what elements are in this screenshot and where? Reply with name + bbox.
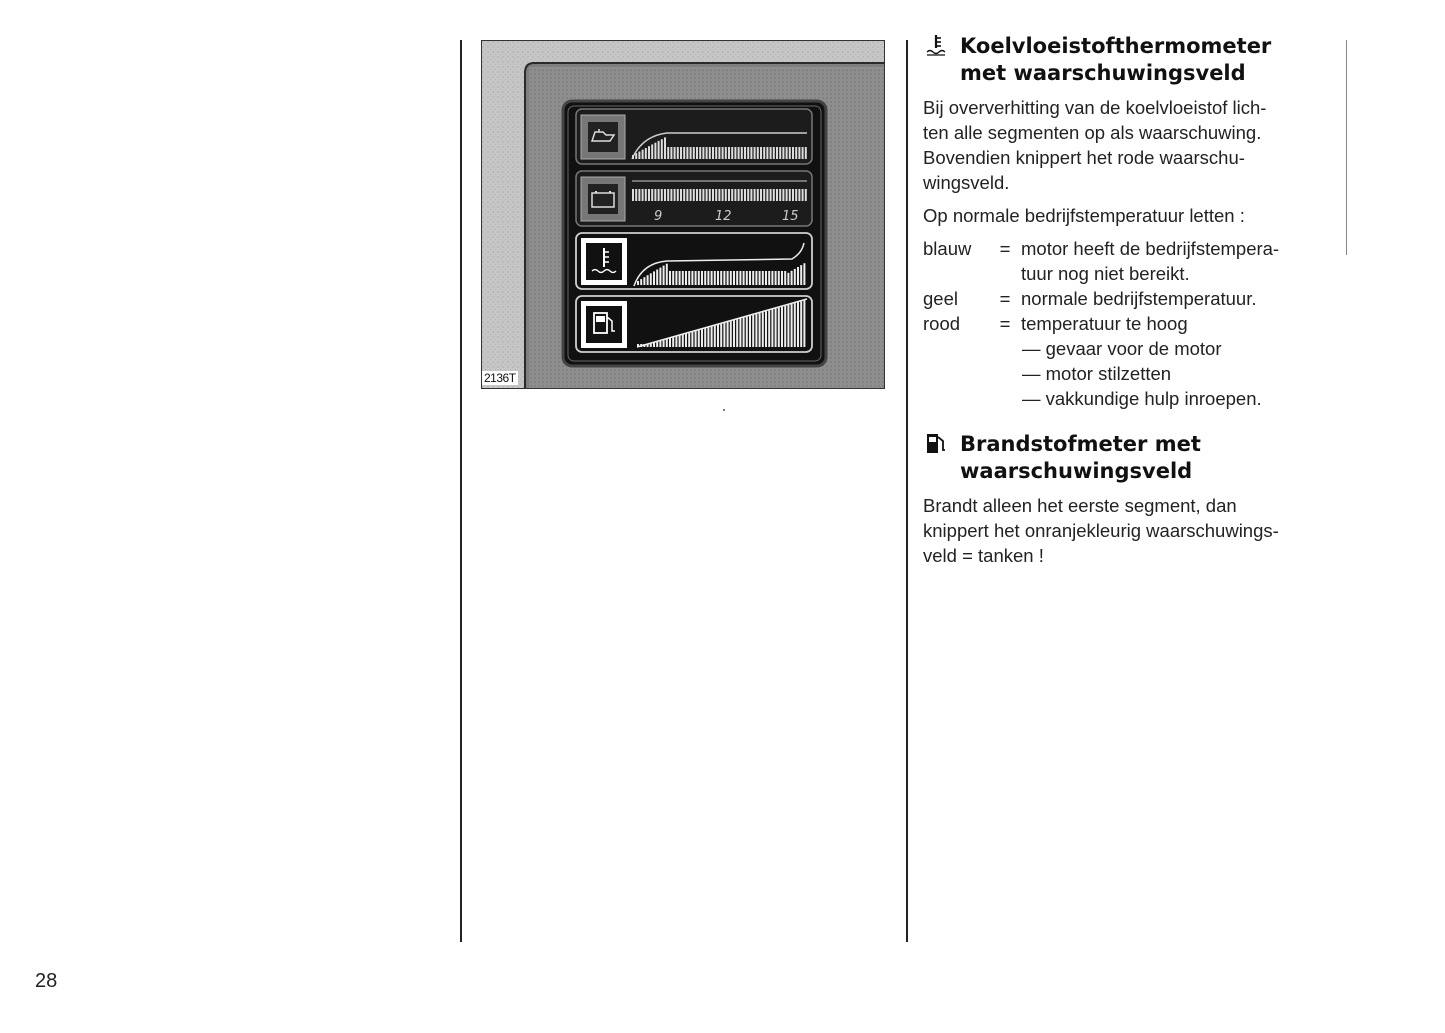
figure-code: 2136T [484, 371, 516, 385]
definition-blauw [923, 236, 1335, 286]
gauge-segment [739, 318, 741, 347]
gauge-segment [679, 271, 681, 285]
gauge-segment [768, 310, 770, 347]
gauge-segment [773, 189, 775, 201]
gauge-segment [654, 143, 656, 159]
definition-term: blauw [923, 238, 972, 259]
gauge-segment [637, 281, 639, 285]
gauge-segment [677, 189, 679, 201]
gauge-segment [798, 189, 800, 201]
column-rule-right [1346, 40, 1347, 255]
text-line: wingsveld. [923, 172, 1010, 193]
gauge-segment [691, 332, 693, 347]
gauge-segment [659, 268, 661, 285]
gauge-segment [720, 324, 722, 347]
gauge-segment [701, 329, 703, 347]
text-line: Bij oververhitting van de koelvloeistof lich- [923, 97, 1267, 118]
gauge-segment [707, 271, 709, 285]
gauge-segment [656, 342, 658, 347]
gauge-segment [714, 326, 716, 348]
coolant-gauge-row [576, 233, 812, 289]
gauge-segment [795, 147, 797, 159]
gauge-segment [744, 189, 746, 201]
gauge-segment [791, 304, 793, 347]
gauge-segment [640, 279, 642, 285]
gauge-segment [738, 147, 740, 159]
page-number: 28 [35, 970, 58, 992]
coolant-thermometer-icon [925, 33, 947, 64]
gauge-segment [656, 270, 658, 286]
gauge-segment [715, 147, 717, 159]
gauge-segment [781, 271, 783, 285]
gauge-segment [667, 147, 669, 159]
gauge-segment [765, 311, 767, 347]
gauge-segment [736, 271, 738, 285]
rood-sub-item: — vakkundige hulp inroepen. [1022, 388, 1262, 409]
gauge-segment [778, 308, 780, 347]
gauge-segment [709, 147, 711, 159]
rood-sub-item: — motor stilzetten [1022, 363, 1172, 384]
rood-sub-item: — gevaar voor de motor [1022, 338, 1222, 359]
gauge-segment [803, 263, 805, 285]
gauge-segment [635, 153, 637, 159]
gauge-segment [797, 302, 799, 347]
gauge-segment [744, 147, 746, 159]
gauge-segment [690, 147, 692, 159]
gauge-segment [743, 271, 745, 285]
gauge-segment [782, 147, 784, 159]
gauge-segment [741, 147, 743, 159]
gauge-segment [653, 343, 655, 348]
gauge-segment [682, 271, 684, 285]
gauge-segment [733, 320, 735, 347]
gauge-segment [651, 189, 653, 201]
gauge-segment [760, 189, 762, 201]
gauge-segment [805, 147, 807, 159]
gauge-segment [683, 147, 685, 159]
instrument-cluster-figure [481, 40, 885, 389]
definition-rood [923, 311, 1335, 336]
gauge-segment [686, 147, 688, 159]
definition-desc: normale bedrijfstemperatuur. [1021, 288, 1257, 309]
gauge-segment [672, 271, 674, 285]
scale-label-15: 15 [782, 209, 799, 224]
gauge-segment [770, 189, 772, 201]
gauge-segment [743, 317, 745, 347]
gauge-segment [731, 189, 733, 201]
definition-desc [1021, 236, 1335, 286]
gauge-segment [763, 147, 765, 159]
fuel-pump-icon [925, 431, 947, 462]
gauge-segment [658, 189, 660, 201]
gauge-segment [642, 189, 644, 201]
gauge-segment [779, 189, 781, 201]
gauge-segment [725, 189, 727, 201]
text-line: veld = tanken ! [923, 545, 1044, 566]
gauge-segment [672, 337, 674, 347]
section2-title-line2: waarschuwingsveld [960, 459, 1193, 483]
gauge-segment [683, 189, 685, 201]
equals-sign: = [999, 313, 1011, 334]
section1-paragraph2: Op normale bedrijfstemperatuur letten : [923, 205, 1245, 226]
voltmeter-row [576, 171, 812, 226]
gauge-segment [701, 271, 703, 285]
gauge-segment [746, 271, 748, 285]
gauge-segment [739, 271, 741, 285]
gauge-segment [715, 189, 717, 201]
gauge-segment [677, 147, 679, 159]
gauge-segment [781, 307, 783, 347]
gauge-segment [720, 271, 722, 285]
gauge-segment [711, 326, 713, 347]
text-column-section2 [923, 431, 1335, 576]
gauge-segment [664, 137, 666, 159]
gauge-segment [693, 189, 695, 201]
gauge-segment [643, 344, 645, 347]
gauge-segment [738, 189, 740, 201]
gauge-segment [651, 144, 653, 159]
gauge-segment [682, 335, 684, 348]
gauge-segment [638, 189, 640, 201]
gauge-segment [690, 189, 692, 201]
gauge-segment [675, 336, 677, 347]
gauge-segment [784, 306, 786, 347]
gauge-segment [789, 189, 791, 201]
gauge-segment [792, 147, 794, 159]
definition-term: rood [923, 313, 961, 334]
fuel-gauge-row [576, 296, 812, 352]
gauge-segment [775, 271, 777, 285]
gauge-segment [706, 189, 708, 201]
gauge-segment [669, 338, 671, 347]
gauge-segment [696, 189, 698, 201]
gauge-segment [784, 271, 786, 285]
gauge-segment [750, 189, 752, 201]
gauge-segment [718, 189, 720, 201]
gauge-segment [699, 189, 701, 201]
gauge-segment [670, 147, 672, 159]
gauge-segment [746, 317, 748, 348]
gauge-segment [750, 147, 752, 159]
gauge-segment [762, 271, 764, 285]
gauge-segment [759, 271, 761, 285]
gauge-segment [791, 271, 793, 285]
gauge-segment [717, 271, 719, 285]
gauge-segment [797, 267, 799, 285]
text-line: Brandt alleen het eerste segment, dan [923, 495, 1237, 516]
gauge-segment [722, 147, 724, 159]
scale-label-9: 9 [654, 209, 663, 224]
column-rule-middle [906, 40, 908, 942]
gauge-segment [802, 147, 804, 159]
gauge-segment [727, 271, 729, 285]
gauge-segment [787, 273, 789, 285]
gauge-segment [712, 189, 714, 201]
gauge-segment [747, 189, 749, 201]
gauge-segment [782, 189, 784, 201]
gauge-segment [792, 189, 794, 201]
gauge-segment [666, 264, 668, 285]
text-line: tuur nog niet bereikt. [1021, 263, 1190, 284]
gauge-segment [688, 333, 690, 347]
gauge-segment [759, 313, 761, 347]
gauge-segment [702, 189, 704, 201]
gauge-segment [771, 309, 773, 347]
gauge-segment [658, 141, 660, 159]
scale-label-12: 12 [715, 209, 732, 224]
gauge-segment [795, 189, 797, 201]
gauge-segment [728, 189, 730, 201]
gauge-segment [663, 340, 665, 347]
gauge-segment [786, 147, 788, 159]
definition-desc: temperatuur te hoog [1021, 313, 1188, 334]
gauge-segment [752, 315, 754, 347]
gauge-segment [632, 155, 634, 159]
gauge-segment [704, 328, 706, 347]
gauge-segment [661, 189, 663, 201]
gauge-segment [675, 271, 677, 285]
gauge-segment [775, 309, 777, 348]
gauge-segment [805, 189, 807, 201]
gauge-segment [747, 147, 749, 159]
gauge-segment [802, 189, 804, 201]
gauge-segment [757, 189, 759, 201]
section1-paragraph1 [923, 95, 1335, 195]
gauge-segment [650, 343, 652, 347]
gauge-segment [752, 271, 754, 285]
gauge-segment [685, 334, 687, 347]
gauge-segment [776, 147, 778, 159]
gauge-segment [723, 271, 725, 285]
gauge-segment [688, 271, 690, 285]
gauge-segment [787, 305, 789, 347]
gauge-segment [714, 271, 716, 285]
gauge-segment [709, 189, 711, 201]
gauge-segment [674, 189, 676, 201]
gauge-segment [695, 271, 697, 285]
gauge-segment [771, 271, 773, 285]
gauge-segment [730, 271, 732, 285]
text-line: knippert het onranjekleurig waarschuwings- [923, 520, 1279, 541]
text-line: motor heeft de bedrijfstempera- [1021, 238, 1280, 259]
gauge-segment [707, 327, 709, 347]
gauge-segment [794, 269, 796, 285]
gauge-segment [725, 147, 727, 159]
gauge-segment [757, 147, 759, 159]
gauge-segment [666, 339, 668, 347]
gauge-segment [766, 147, 768, 159]
gauge-segment [798, 147, 800, 159]
gauge-segment [766, 189, 768, 201]
gauge-segment [704, 271, 706, 285]
gauge-segment [734, 147, 736, 159]
gauge-segment [702, 147, 704, 159]
gauge-segment [674, 147, 676, 159]
gauge-segment [727, 322, 729, 347]
gauge-segment [647, 344, 649, 347]
text-column [923, 33, 1335, 411]
gauge-segment [711, 271, 713, 285]
gauge-segment [667, 189, 669, 201]
gauge-segment [699, 147, 701, 159]
gauge-segment [645, 189, 647, 201]
gauge-segment [754, 189, 756, 201]
gauge-segment [679, 335, 681, 347]
gauge-segment [765, 271, 767, 285]
gauge-segment [653, 271, 655, 285]
gauge-segment [741, 189, 743, 201]
gauge-segment [778, 271, 780, 285]
gauge-segment [730, 321, 732, 347]
gauge-segment [645, 148, 647, 159]
gauge-segment [718, 147, 720, 159]
gauge-segment [734, 189, 736, 201]
section2-heading [923, 431, 1335, 485]
gauge-segment [789, 147, 791, 159]
gauge-segment [760, 147, 762, 159]
equals-sign: = [999, 238, 1011, 259]
gauge-segment [691, 271, 693, 285]
gauge-segment [648, 146, 650, 159]
gauge-segment [698, 330, 700, 347]
section1-heading [923, 33, 1335, 87]
gauge-segment [722, 189, 724, 201]
definition-geel [923, 286, 1335, 311]
gauge-segment [803, 300, 805, 347]
gauge-segment [749, 271, 751, 285]
temperature-definitions [923, 236, 1335, 411]
section1-title-line2: met waarschuwingsveld [960, 61, 1246, 85]
gauge-segment [800, 265, 802, 285]
gauge-segment [762, 312, 764, 347]
equals-sign: = [999, 288, 1011, 309]
gauge-segment [728, 147, 730, 159]
gauge-segment [779, 147, 781, 159]
gauge-segment [654, 189, 656, 201]
gauge-segment [733, 271, 735, 285]
gauge-segment [712, 147, 714, 159]
column-rule-left [460, 40, 462, 942]
gauge-segment [786, 189, 788, 201]
gauge-segment [680, 189, 682, 201]
gauge-segment [650, 273, 652, 285]
gauge-segment [731, 147, 733, 159]
gauge-segment [686, 189, 688, 201]
section2-title-line1: Brandstofmeter met [960, 432, 1201, 456]
gauge-segment [706, 147, 708, 159]
gauge-segment [670, 189, 672, 201]
gauge-segment [663, 266, 665, 285]
gauge-segment [685, 271, 687, 285]
section2-paragraph1 [923, 493, 1335, 568]
gauge-segment [638, 152, 640, 160]
gauge-segment [647, 275, 649, 285]
definition-term: geel [923, 288, 958, 309]
gauge-segment [680, 147, 682, 159]
gauge-segment [643, 277, 645, 285]
gauge-segment [794, 303, 796, 347]
gauge-segment [736, 319, 738, 347]
gauge-segment [640, 344, 642, 347]
gauge-segment [659, 341, 661, 347]
gauge-segment [755, 314, 757, 347]
text-line: Bovendien knippert het rode waarschu- [923, 147, 1245, 168]
gauge-segment [635, 189, 637, 201]
text-line: ten alle segmenten op als waarschuwing. [923, 122, 1262, 143]
gauge-segment [661, 139, 663, 159]
gauge-segment [637, 344, 639, 347]
gauge-segment [698, 271, 700, 285]
gauge-segment [648, 189, 650, 201]
oil-gauge-row [576, 109, 812, 164]
gauge-segment [755, 271, 757, 285]
gauge-segment [770, 147, 772, 159]
gauge-segment [632, 189, 634, 201]
gauge-segment [696, 147, 698, 159]
gauge-segment [693, 147, 695, 159]
gauge-segment [754, 147, 756, 159]
gauge-segment [763, 189, 765, 201]
gauge-segment [695, 331, 697, 347]
gauge-segment [717, 325, 719, 347]
gauge-segment [664, 189, 666, 201]
section1-title-line1: Koelvloeistofthermometer [960, 34, 1272, 58]
gauge-segment [749, 316, 751, 347]
gauge-segment [768, 271, 770, 285]
gauge-segment [669, 271, 671, 285]
gauge-segment [773, 147, 775, 159]
gauge-segment [800, 301, 802, 347]
print-speck [723, 409, 725, 411]
gauge-segment [776, 189, 778, 201]
gauge-segment [723, 323, 725, 347]
gauge-segment [642, 150, 644, 159]
